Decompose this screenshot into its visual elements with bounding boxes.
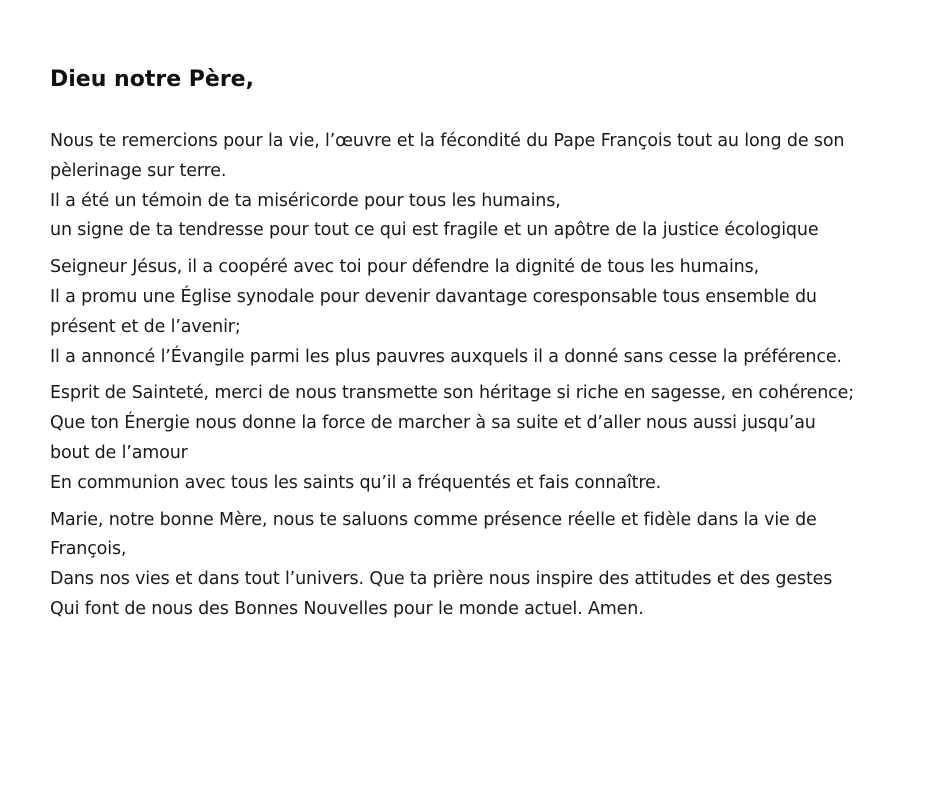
- stanza-line: Que ton Énergie nous donne la force de marcher à sa suite et d’aller nous aussi jusqu’au bout de l’amour: [50, 413, 816, 463]
- stanza-line: Marie, notre bonne Mère, nous te saluons comme présence réelle et fidèle dans la vie de François,: [50, 509, 817, 560]
- prayer-body: [50, 127, 860, 625]
- prayer-title: Dieu notre Père,: [50, 67, 254, 92]
- stanza-line: Il a promu une Église synodale pour devenir davantage coresponsable tous ensemble du présent et de l’avenir;: [50, 286, 817, 337]
- stanza-1: [50, 127, 860, 246]
- stanza-2: [50, 253, 860, 372]
- stanza-line: un signe de ta tendresse pour tout ce qui est fragile et un apôtre de la justice écologique: [50, 220, 819, 241]
- stanza-line: Esprit de Sainteté, merci de nous transmette son héritage si riche en sagesse, en cohérence;: [50, 383, 854, 404]
- stanza-line: Qui font de nous des Bonnes Nouvelles pour le monde actuel. Amen.: [50, 598, 644, 619]
- stanza-4: [50, 506, 860, 625]
- stanza-line: Seigneur Jésus, il a coopéré avec toi pour défendre la dignité de tous les humains,: [50, 257, 759, 278]
- stanza-line: Il a été un témoin de ta miséricorde pour tous les humains,: [50, 190, 561, 211]
- stanza-line: Dans nos vies et dans tout l’univers. Que ta prière nous inspire des attitudes et des gestes: [50, 569, 833, 590]
- stanza-line: Nous te remercions pour la vie, l’œuvre et la fécondité du Pape François tout au long de son pèlerinage sur terre.: [50, 131, 845, 181]
- stanza-3: [50, 379, 860, 498]
- stanza-line: En communion avec tous les saints qu’il a fréquentés et fais connaître.: [50, 472, 662, 493]
- stanza-line: Il a annoncé l’Évangile parmi les plus pauvres auxquels il a donné sans cesse la préférence.: [50, 346, 842, 367]
